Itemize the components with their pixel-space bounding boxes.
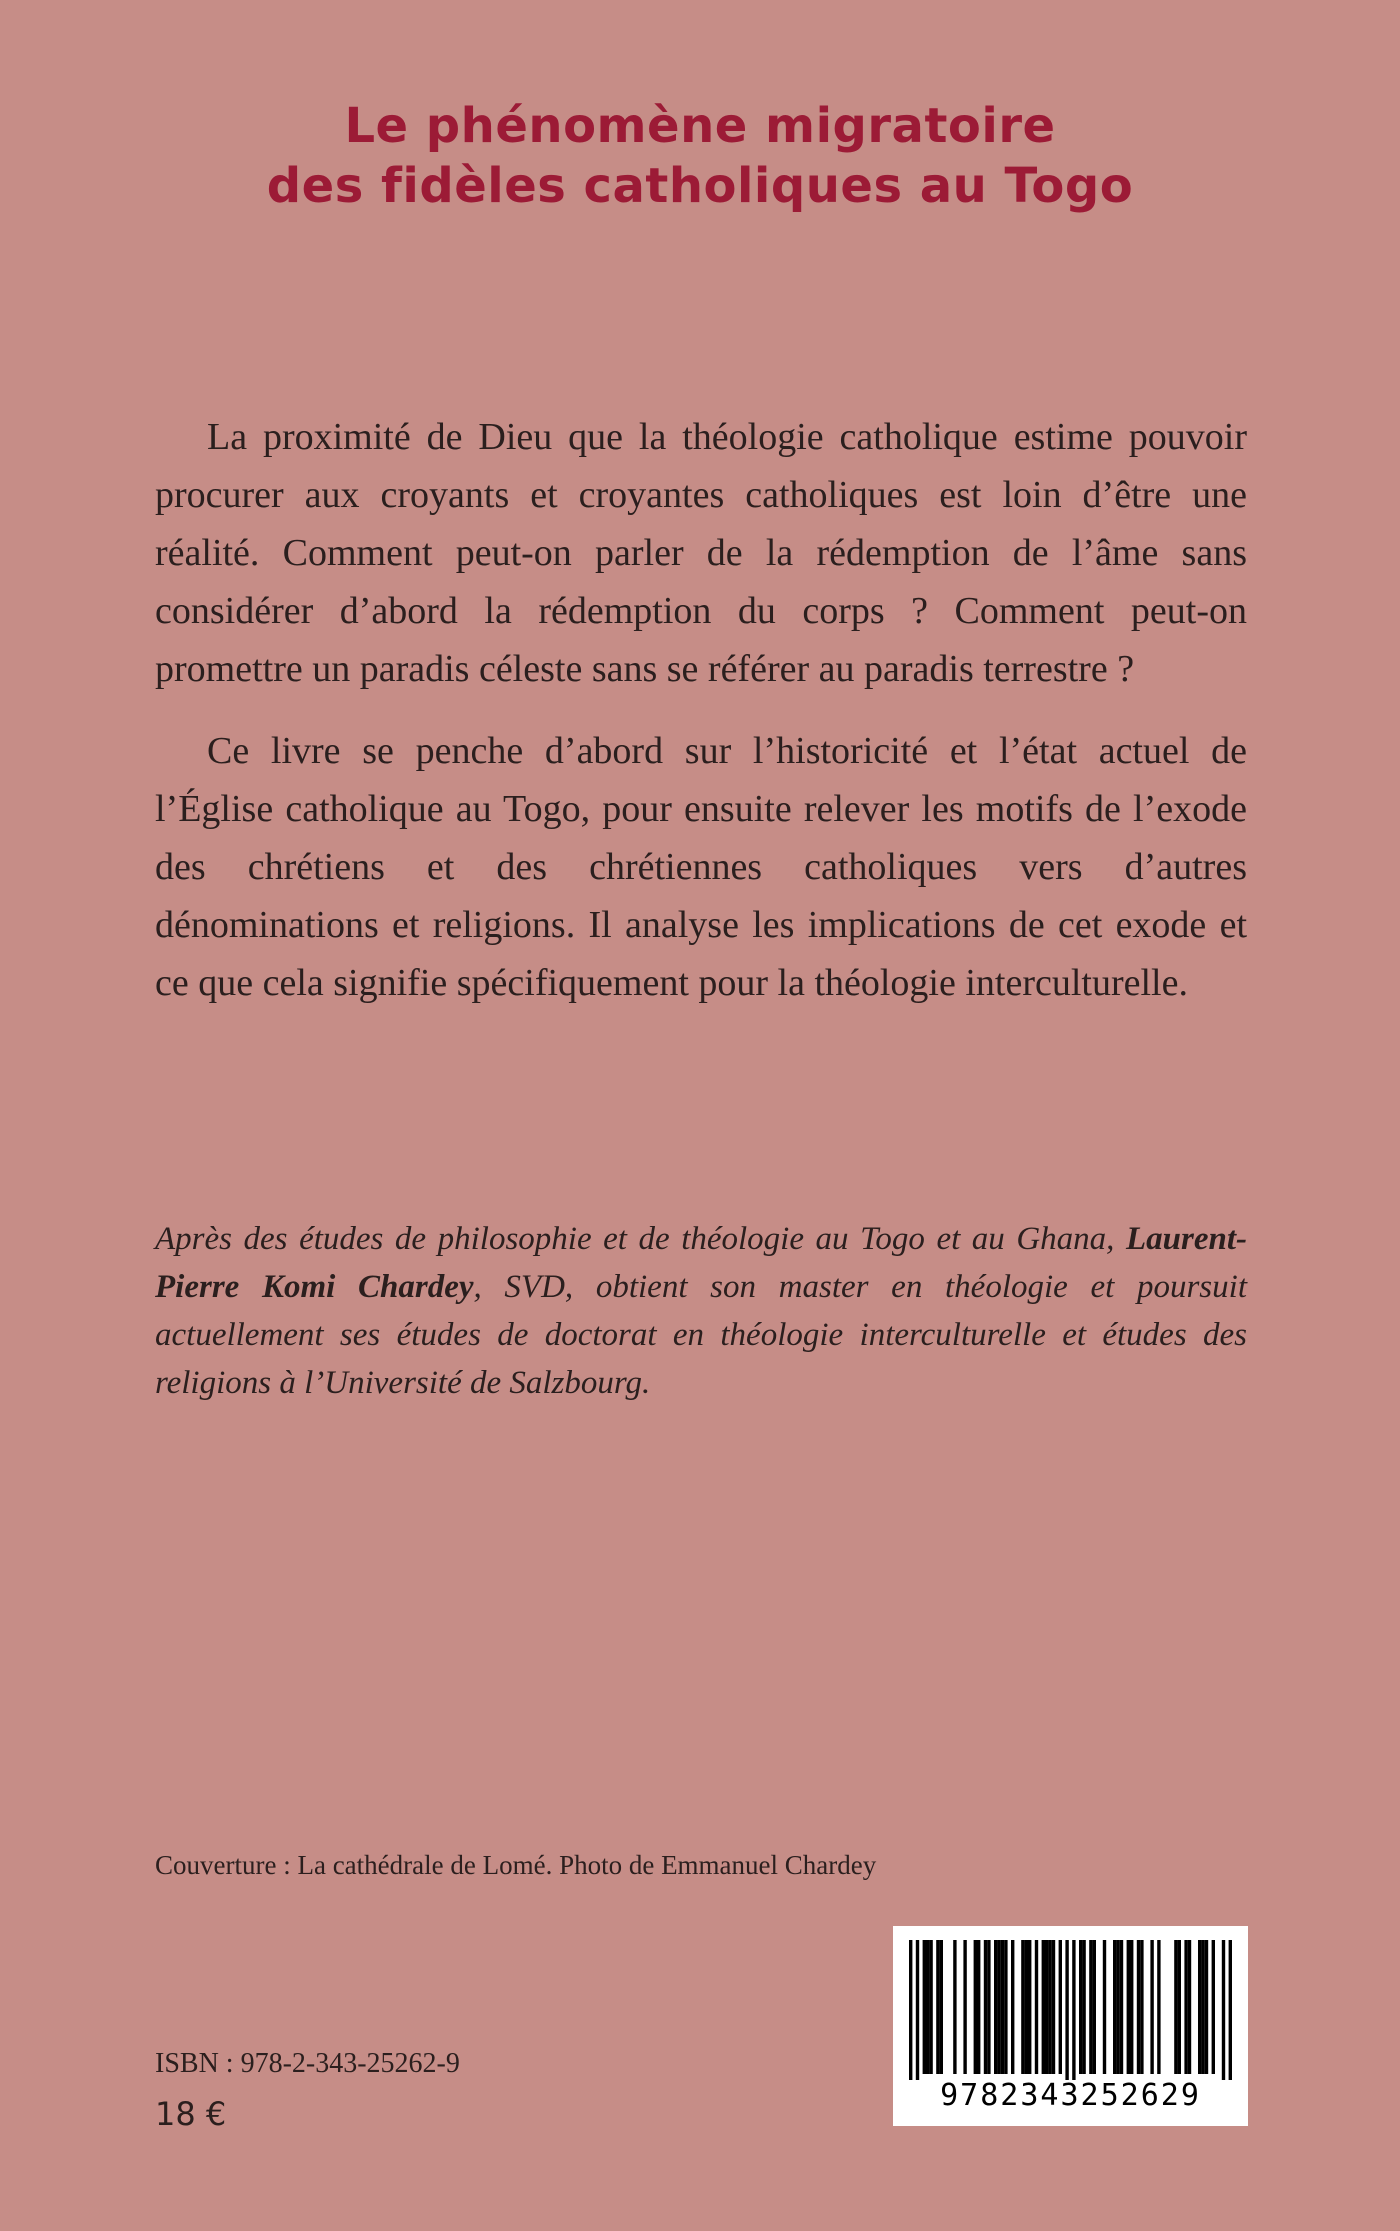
barcode-bar [984,1940,987,2074]
barcode-bar [1188,1940,1191,2074]
book-title [0,96,1400,216]
barcode-bar [1025,1940,1028,2074]
barcode-bar [1130,1940,1133,2074]
barcode-bar [994,1940,997,2074]
title-line-2: des fidèles catholiques au Togo [266,158,1134,214]
barcode-bar [1201,1940,1204,2074]
barcode-bar [1082,1940,1085,2074]
barcode-bar [974,1940,977,2074]
barcode-bar [1035,1940,1038,2074]
barcode-bar [923,1940,926,2074]
barcode-bar [1072,1940,1075,2080]
barcode-bar [997,1940,1000,2074]
barcode-bar [1028,1940,1031,2074]
barcode-bar [1140,1940,1143,2074]
barcode-bar [1137,1940,1140,2074]
blurb-paragraph-1 [155,408,1247,698]
barcode-bar [1205,1940,1208,2074]
barcode-bar [1093,1940,1096,2074]
barcode-bar [909,1940,912,2080]
barcode-bar [1113,1940,1116,2074]
barcode-bar [1065,1940,1068,2080]
barcode-bar [1150,1940,1153,2074]
barcode-bar [1116,1940,1119,2074]
blurb-text-1: La proximité de Dieu que la théologie catholique estime pouvoir procurer aux croyants et croyantes catholiques est loin d’être une réalité. Comment peut-on parler de la rédemption de l’âme sans considérer d’abord la rédemption du corps ? Comment peut-on promettre un paradis céleste sans se référer au paradis terrestre ? [155,416,1247,690]
barcode-bar [977,1940,980,2074]
barcode-bar [1052,1940,1055,2074]
barcode-bar [1089,1940,1092,2074]
barcode-bar [1103,1940,1106,2074]
barcode-bar [1021,1940,1024,2074]
author-bio [155,1215,1247,1407]
cover-credit: Couverture : La cathédrale de Lomé. Photo de Emmanuel Chardey [155,1850,877,1880]
bio-intro: Après des études de philosophie et de théologie au Togo et au Ghana, [155,1221,1126,1257]
barcode-bar [1174,1940,1177,2074]
price-label: 18 € [155,2095,227,2133]
author-name: Laurent-Pierre Komi Chardey [155,1221,1247,1305]
barcode-bar [940,1940,943,2074]
barcode-bar [1045,1940,1048,2074]
barcode-bar [1004,1940,1007,2074]
barcode-bar [916,1940,919,2080]
barcode-bar [1157,1940,1160,2074]
barcode-bar [1120,1940,1123,2074]
barcode-bar [1048,1940,1051,2074]
barcode-bar [1079,1940,1082,2074]
barcode-bar [1229,1940,1232,2080]
blurb-paragraph-2 [155,722,1247,1012]
barcode [893,1926,1248,2126]
barcode-bar [1178,1940,1181,2074]
barcode-bar [929,1940,932,2074]
bio-rest: , SVD, obtient son master en théologie et poursuit actuellement ses études de doctorat en théologie interculturelle et études des religions à l’Université de Salzbourg. [155,1269,1247,1401]
barcode-bar [936,1940,939,2074]
barcode-bar [1212,1940,1215,2074]
isbn-number: ISBN : 978-2-343-25262-9 [155,2048,460,2079]
barcode-bar [1222,1940,1225,2080]
barcode-bar [1011,1940,1014,2074]
barcode-bar [1127,1940,1130,2074]
blurb-text-2: Ce livre se penche d’abord sur l’historicité et l’état actuel de l’Église catholique au Togo, pour ensuite relever les motifs de l’exode des chrétiens et des chrétiennes catholiques vers d’autres dénominations et religions. Il analyse les implications de cet exode et ce que cela signifie spécifiquement pour la théologie interculturelle. [155,730,1247,1004]
barcode-bar [953,1940,956,2074]
barcode-bar [987,1940,990,2074]
barcode-bar [926,1940,929,2074]
title-line-1: Le phénomène migratoire [344,98,1056,154]
barcode-bar [1198,1940,1201,2074]
barcode-bar [1184,1940,1187,2074]
barcode-bar [1059,1940,1062,2074]
barcode-bar [963,1940,966,2074]
barcode-bar [1001,1940,1004,2074]
barcode-digits: 9782343252629 [940,2078,1201,2113]
barcode-bar [1042,1940,1045,2074]
